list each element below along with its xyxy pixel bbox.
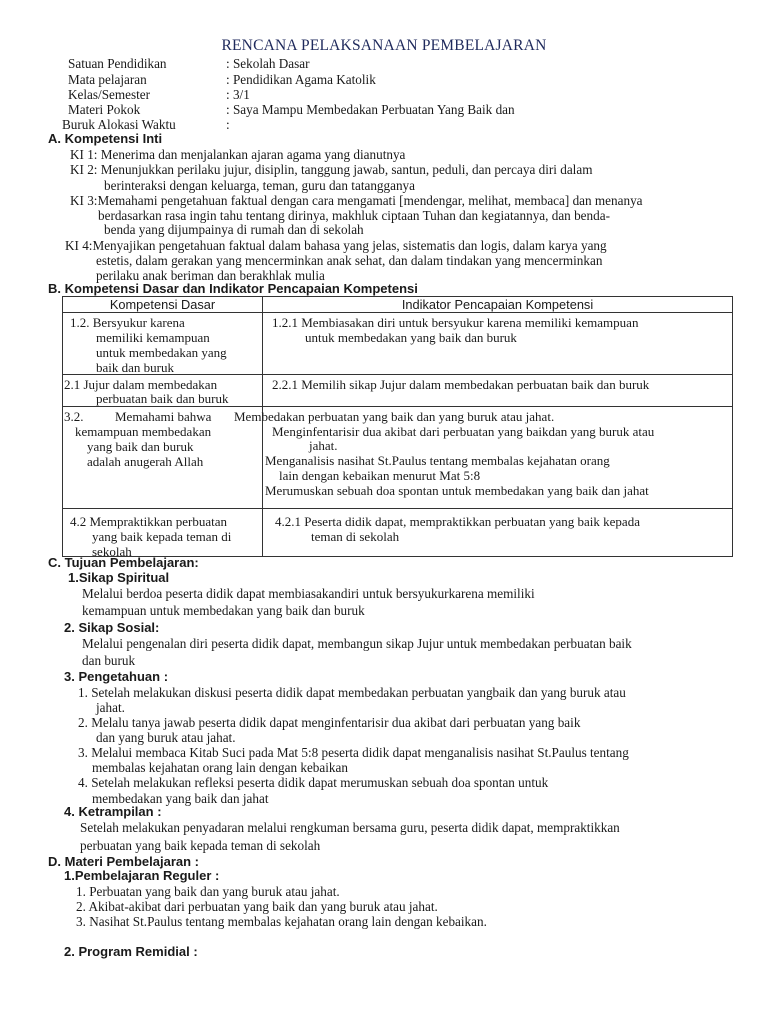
kd-text: perbuatan baik dan buruk — [96, 391, 229, 406]
kd-text: untuk membedakan yang — [96, 345, 227, 360]
subsection-heading: 2. Program Remidial : — [64, 944, 198, 959]
body-line: jahat. — [96, 700, 125, 715]
ki-line: perilaku anak beriman dan berakhlak mulia — [96, 268, 325, 283]
identity-label: Satuan Pendidikan — [68, 56, 167, 71]
column-header: Kompetensi Dasar — [63, 297, 263, 313]
table-row — [63, 509, 733, 557]
kd-text: 3.2. — [64, 409, 84, 424]
subsection-heading: 1.Pembelajaran Reguler : — [64, 868, 220, 883]
identity-label: Buruk Alokasi Waktu — [62, 117, 176, 132]
table-row — [63, 407, 733, 509]
table-header-row — [63, 297, 733, 313]
ki-line: KI 2: Menunjukkan perilaku jujur, disiplin, tanggung jawab, santun, peduli, dan percaya diri dalam — [70, 162, 593, 177]
subsection-heading: 2. Sikap Sosial: — [64, 620, 160, 635]
competency-table — [62, 296, 733, 557]
ki-line: benda yang dijumpainya di rumah dan di sekolah — [104, 222, 364, 237]
indicator-text: 2.2.1 Memilih sikap Jujur dalam membedakan perbuatan baik dan buruk — [272, 377, 650, 392]
kd-text: 4.2 Mempraktikkan perbuatan — [70, 514, 228, 529]
identity-value: : Saya Mampu Membedakan Perbuatan Yang Baik dan — [226, 102, 515, 117]
body-line: kemampuan untuk membedakan yang baik dan buruk — [82, 603, 365, 618]
indicator-text: untuk membedakan yang baik dan buruk — [305, 330, 517, 345]
section-d-heading: D. Materi Pembelajaran : — [48, 854, 199, 869]
body-line: membedakan yang baik dan jahat — [92, 791, 269, 806]
body-line: dan buruk — [82, 653, 136, 668]
ki-line: KI 1: Menerima dan menjalankan ajaran agama yang dianutnya — [70, 147, 406, 162]
identity-label: Materi Pokok — [68, 102, 141, 117]
indicator-text: 1.2.1 Membiasakan diri untuk bersyukur karena memiliki kemampuan — [272, 315, 639, 330]
body-line: Melalui pengenalan diri peserta didik dapat, membangun sikap Jujur untuk membedakan perbuatan baik — [82, 636, 632, 651]
list-item: 2. Akibat-akibat dari perbuatan yang baik dan yang buruk atau jahat. — [76, 899, 438, 914]
kd-text: memiliki kemampuan — [96, 330, 210, 345]
section-c-heading: C. Tujuan Pembelajaran: — [48, 555, 199, 570]
body-line: 2. Melalu tanya jawab peserta didik dapat menginfentarisir dua akibat dari perbuatan yang baik — [78, 715, 581, 730]
identity-value: : — [226, 117, 230, 132]
kd-text: yang baik kepada teman di — [92, 529, 232, 544]
subsection-heading: 1.Sikap Spiritual — [68, 570, 170, 585]
list-item: 3. Nasihat St.Paulus tentang membalas kejahatan orang lain dengan kebaikan. — [76, 914, 487, 929]
identity-label: Mata pelajaran — [68, 72, 147, 87]
identity-value: : Sekolah Dasar — [226, 56, 310, 71]
table-row — [63, 375, 733, 407]
table-row — [63, 313, 733, 375]
ki-line: berdasarkan rasa ingin tahu tentang dirinya, makhluk ciptaan Tuhan dan kegiatannya, dan benda- — [98, 208, 610, 223]
body-line: dan yang buruk atau jahat. — [96, 730, 236, 745]
kd-text: kemampuan membedakan — [75, 424, 212, 439]
indicator-text: 4.2.1 Peserta didik dapat, mempraktikkan perbuatan yang baik kepada — [275, 514, 640, 529]
body-line: 4. Setelah melakukan refleksi peserta didik dapat merumuskan sebuah doa spontan untuk — [78, 775, 549, 790]
subsection-heading: 3. Pengetahuan : — [64, 669, 169, 684]
body-line: 3. Melalui membaca Kitab Suci pada Mat 5:8 peserta didik dapat menganalisis nasihat St.Paulus tentang — [78, 745, 629, 760]
body-line: Setelah melakukan penyadaran melalui rengkuman bersama guru, peserta didik dapat, mempraktikkan — [80, 820, 620, 835]
kd-text: adalah anugerah Allah — [87, 454, 204, 469]
indicator-text: Menganalisis nasihat St.Paulus tentang membalas kejahatan orang — [265, 453, 610, 468]
list-item: 1. Perbuatan yang baik dan yang buruk atau jahat. — [76, 884, 340, 899]
ki-line: KI 3:Memahami pengetahuan faktual dengan cara mengamati [mendengar, melihat, membaca] dan menanya — [70, 193, 643, 208]
indicator-text: teman di sekolah — [311, 529, 400, 544]
indicator-text: Merumuskan sebuah doa spontan untuk membedakan yang baik dan jahat — [265, 483, 649, 498]
document-title: RENCANA PELAKSANAAN PEMBELAJARAN — [221, 37, 547, 54]
section-a-heading: A. Kompetensi Inti — [48, 131, 163, 146]
indicator-text: Membedakan perbuatan yang baik dan yang buruk atau jahat. — [234, 409, 555, 424]
identity-value: : 3/1 — [226, 87, 250, 102]
subsection-heading: 4. Ketrampilan : — [64, 804, 162, 819]
ki-line: estetis, dalam gerakan yang mencerminkan anak sehat, dan dalam tindakan yang mencerminkan — [96, 253, 603, 268]
identity-value: : Pendidikan Agama Katolik — [226, 72, 376, 87]
kd-text: yang baik dan buruk — [87, 439, 194, 454]
body-line: Melalui berdoa peserta didik dapat membiasakandiri untuk bersyukurkarena memiliki — [82, 586, 535, 601]
body-line: membalas kejahatan orang lain dengan kebaikan — [92, 760, 348, 775]
identity-label: Kelas/Semester — [68, 87, 151, 102]
body-line: perbuatan yang baik kepada teman di sekolah — [80, 838, 321, 853]
indicator-text: lain dengan kebaikan menurut Mat 5:8 — [279, 468, 481, 483]
kd-text: sekolah — [92, 544, 132, 559]
ki-line: berinteraksi dengan keluarga, teman, guru dan tatangganya — [104, 178, 416, 193]
section-b-heading: B. Kompetensi Dasar dan Indikator Pencapaian Kompetensi — [48, 281, 418, 296]
kd-text: 2.1 Jujur dalam membedakan — [64, 377, 218, 392]
body-line: 1. Setelah melakukan diskusi peserta didik dapat membedakan perbuatan yangbaik dan yang buruk atau — [78, 685, 626, 700]
kd-text: baik dan buruk — [96, 360, 174, 375]
column-header: Indikator Pencapaian Kompetensi — [263, 297, 733, 313]
kd-text: Memahami bahwa — [115, 409, 212, 424]
ki-line: KI 4:Menyajikan pengetahuan faktual dalam bahasa yang jelas, sistematis dan logis, dalam karya yang — [65, 238, 607, 253]
kd-text: 1.2. Bersyukur karena — [70, 315, 185, 330]
indicator-text: jahat. — [309, 438, 338, 453]
indicator-text: Menginfentarisir dua akibat dari perbuatan yang baikdan yang buruk atau — [272, 424, 655, 439]
